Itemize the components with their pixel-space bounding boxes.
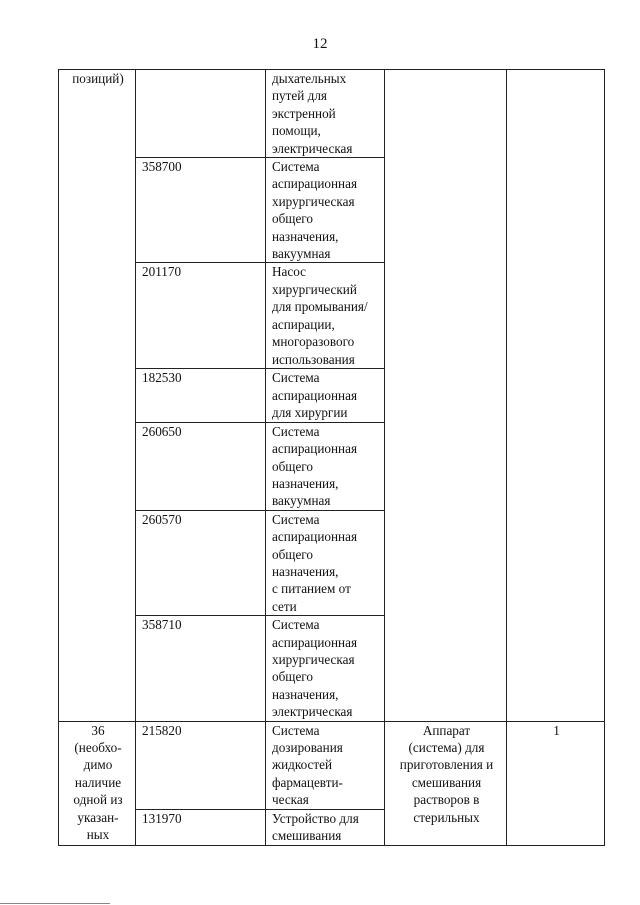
name-cell: Система дозирования жидкостей фармацевти- ческая: [266, 721, 385, 809]
name-cell: Система аспирационная хирургическая общего назначения, вакуумная: [266, 158, 385, 263]
page-number: 12: [312, 36, 328, 52]
code-cell: 260650: [136, 422, 266, 510]
table-row: [59, 721, 605, 809]
code-cell: 182530: [136, 369, 266, 422]
item-36-label-cell: 36 (необхо- димо наличие одной из указан- ных: [59, 721, 136, 845]
table-row: [59, 70, 605, 158]
name-cell: Система аспирационная хирургическая общего назначения, электрическая: [266, 616, 385, 721]
code-cell: 358710: [136, 616, 266, 721]
page-edge-line: [0, 903, 110, 904]
name-cell: Система аспирационная для хирургии: [266, 369, 385, 422]
code-cell: 201170: [136, 263, 266, 369]
device-cell-empty: [385, 70, 507, 722]
name-cell: Насос хирургический для промывания/ аспирации, многоразового использования: [266, 263, 385, 369]
code-cell: 215820: [136, 721, 266, 809]
quantity-cell: 1: [507, 721, 605, 845]
code-cell: [136, 70, 266, 158]
quantity-cell-empty: [507, 70, 605, 722]
name-cell: Устройство для смешивания: [266, 809, 385, 845]
equipment-table: [58, 69, 605, 846]
code-cell: 260570: [136, 510, 266, 615]
code-cell: 358700: [136, 158, 266, 263]
name-cell: Система аспирационная общего назначения, вакуумная: [266, 422, 385, 510]
device-cell: Аппарат (система) для приготовления и смешивания растворов в стерильных: [385, 721, 507, 845]
name-cell: Система аспирационная общего назначения, с питанием от сети: [266, 510, 385, 615]
code-cell: 131970: [136, 809, 266, 845]
group-label-cell: позиций): [59, 70, 136, 722]
name-cell: дыхательных путей для экстренной помощи, электрическая: [266, 70, 385, 158]
